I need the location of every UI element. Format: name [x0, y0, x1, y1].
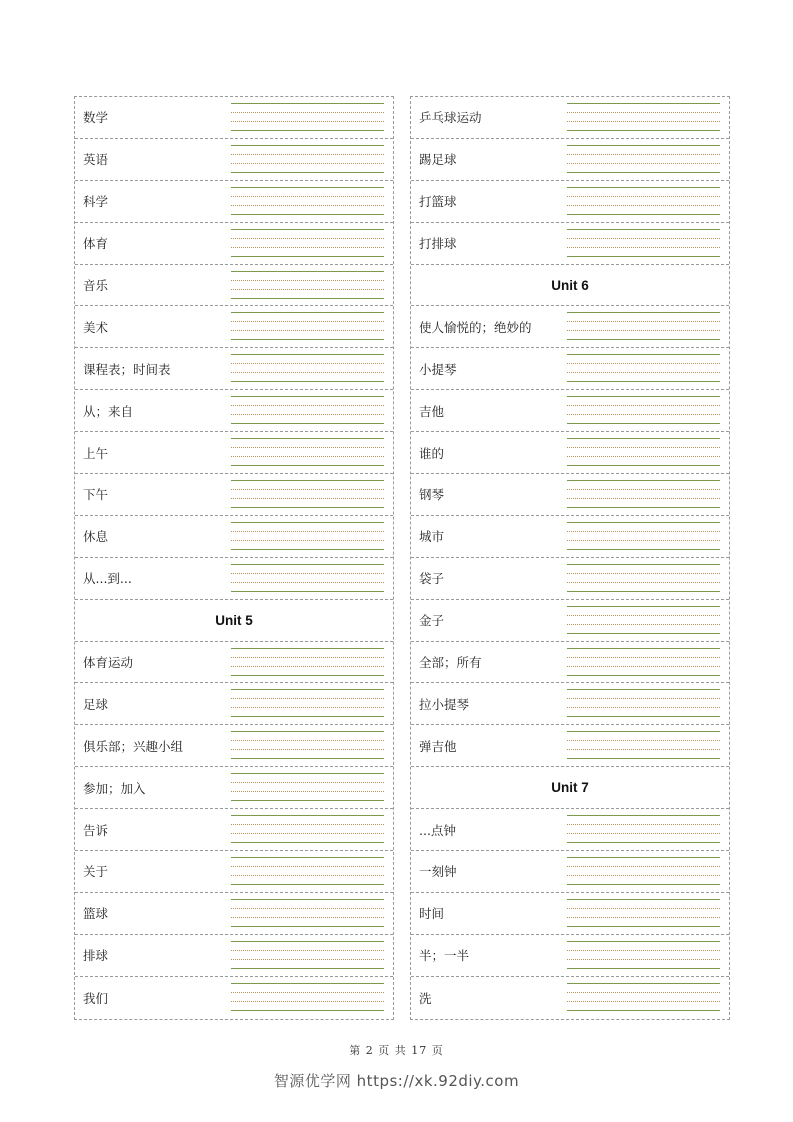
writing-lines[interactable]	[567, 187, 720, 216]
writing-lines[interactable]	[567, 438, 720, 467]
chinese-word: 乒乓球运动	[419, 110, 482, 126]
writing-lines[interactable]	[567, 354, 720, 383]
writing-lines[interactable]	[231, 564, 384, 593]
writing-lines[interactable]	[231, 941, 384, 970]
guide-line-dotted	[231, 498, 384, 499]
guide-line-dotted	[231, 363, 384, 364]
guide-line-dotted	[567, 163, 720, 164]
guide-line-solid	[231, 465, 384, 466]
guide-line-dotted	[567, 749, 720, 750]
guide-line-solid	[567, 758, 720, 759]
writing-lines[interactable]	[231, 145, 384, 174]
guide-line-solid	[567, 480, 720, 481]
guide-line-solid	[231, 899, 384, 900]
guide-line-dotted	[231, 121, 384, 122]
writing-lines[interactable]	[567, 396, 720, 425]
guide-line-dotted	[231, 707, 384, 708]
unit-title: Unit 6	[551, 277, 589, 293]
guide-line-solid	[231, 298, 384, 299]
guide-line-dotted	[231, 163, 384, 164]
guide-line-dotted	[231, 959, 384, 960]
chinese-word: 体育运动	[83, 655, 134, 671]
guide-line-solid	[231, 1010, 384, 1011]
chinese-word: 拉小提琴	[419, 696, 470, 712]
guide-line-dotted	[231, 833, 384, 834]
guide-line-dotted	[567, 875, 720, 876]
writing-lines[interactable]	[231, 187, 384, 216]
guide-line-solid	[567, 731, 720, 732]
chinese-word: 体育	[83, 236, 109, 252]
guide-line-dotted	[231, 950, 384, 951]
writing-lines[interactable]	[231, 354, 384, 383]
vocabulary-row	[411, 977, 729, 1019]
vocabulary-row	[411, 600, 729, 642]
guide-line-dotted	[567, 959, 720, 960]
guide-line-solid	[231, 187, 384, 188]
guide-line-solid	[231, 941, 384, 942]
guide-line-dotted	[231, 740, 384, 741]
vocabulary-row	[75, 935, 393, 977]
guide-line-dotted	[231, 205, 384, 206]
guide-line-solid	[231, 968, 384, 969]
guide-line-dotted	[231, 782, 384, 783]
guide-line-solid	[567, 339, 720, 340]
guide-line-solid	[231, 926, 384, 927]
guide-line-dotted	[231, 372, 384, 373]
guide-line-solid	[567, 606, 720, 607]
guide-line-dotted	[231, 280, 384, 281]
guide-line-solid	[231, 591, 384, 592]
vocabulary-row	[411, 642, 729, 684]
guide-line-dotted	[231, 666, 384, 667]
guide-line-solid	[231, 689, 384, 690]
guide-line-dotted	[231, 749, 384, 750]
guide-line-solid	[231, 396, 384, 397]
guide-line-solid	[231, 522, 384, 523]
chinese-word: 课程表；时间表	[83, 361, 171, 377]
chinese-word: 我们	[83, 990, 109, 1006]
writing-lines[interactable]	[567, 941, 720, 970]
right-vocabulary-column	[410, 96, 730, 1020]
guide-line-dotted	[567, 372, 720, 373]
chinese-word: 吉他	[419, 403, 445, 419]
chinese-word: 从；来自	[83, 403, 134, 419]
guide-line-dotted	[231, 531, 384, 532]
guide-line-solid	[231, 381, 384, 382]
guide-line-dotted	[567, 321, 720, 322]
guide-line-dotted	[567, 414, 720, 415]
guide-line-solid	[231, 172, 384, 173]
chinese-word: 美术	[83, 319, 109, 335]
guide-line-dotted	[567, 247, 720, 248]
guide-line-dotted	[567, 238, 720, 239]
guide-line-solid	[567, 465, 720, 466]
writing-lines[interactable]	[567, 815, 720, 844]
guide-line-dotted	[567, 917, 720, 918]
guide-line-solid	[231, 884, 384, 885]
writing-lines[interactable]	[567, 983, 720, 1012]
guide-line-dotted	[567, 121, 720, 122]
guide-line-solid	[567, 968, 720, 969]
chinese-word: 踢足球	[419, 152, 457, 168]
guide-line-dotted	[567, 154, 720, 155]
guide-line-solid	[231, 800, 384, 801]
guide-line-dotted	[231, 321, 384, 322]
chinese-word: 科学	[83, 194, 109, 210]
guide-line-dotted	[231, 540, 384, 541]
writing-lines[interactable]	[567, 899, 720, 928]
vocabulary-row	[411, 851, 729, 893]
chinese-word: 数学	[83, 110, 109, 126]
guide-line-solid	[567, 983, 720, 984]
guide-line-dotted	[231, 289, 384, 290]
guide-line-dotted	[231, 791, 384, 792]
chinese-word: 半；一半	[419, 948, 470, 964]
chinese-word: 关于	[83, 864, 109, 880]
guide-line-solid	[231, 480, 384, 481]
guide-line-dotted	[231, 573, 384, 574]
guide-line-solid	[231, 731, 384, 732]
chinese-word: 告诉	[83, 822, 109, 838]
vocabulary-row	[75, 474, 393, 516]
chinese-word: 英语	[83, 152, 109, 168]
guide-line-dotted	[231, 866, 384, 867]
vocabulary-row	[75, 306, 393, 348]
guide-line-dotted	[567, 363, 720, 364]
guide-line-dotted	[567, 866, 720, 867]
chinese-word: 袋子	[419, 571, 445, 587]
writing-lines[interactable]	[567, 103, 720, 132]
guide-line-dotted	[231, 908, 384, 909]
guide-line-solid	[567, 256, 720, 257]
vocabulary-row	[75, 223, 393, 265]
guide-line-solid	[231, 256, 384, 257]
guide-line-solid	[231, 549, 384, 550]
guide-line-solid	[231, 423, 384, 424]
chinese-word: 打排球	[419, 236, 457, 252]
vocabulary-row	[411, 181, 729, 223]
guide-line-solid	[231, 339, 384, 340]
guide-line-dotted	[231, 698, 384, 699]
guide-line-solid	[231, 103, 384, 104]
guide-line-solid	[231, 983, 384, 984]
guide-line-dotted	[567, 908, 720, 909]
vocabulary-row	[411, 935, 729, 977]
guide-line-dotted	[231, 917, 384, 918]
vocabulary-row	[75, 97, 393, 139]
guide-line-solid	[231, 438, 384, 439]
guide-line-solid	[567, 396, 720, 397]
vocabulary-row	[75, 558, 393, 600]
guide-line-dotted	[567, 196, 720, 197]
writing-lines[interactable]	[231, 899, 384, 928]
guide-line-solid	[567, 522, 720, 523]
guide-line-solid	[567, 354, 720, 355]
vocabulary-row	[411, 516, 729, 558]
chinese-word: 音乐	[83, 278, 109, 293]
writing-lines[interactable]	[567, 648, 720, 677]
unit-title: Unit 5	[215, 612, 253, 628]
guide-line-solid	[231, 354, 384, 355]
vocabulary-row	[411, 683, 729, 725]
guide-line-dotted	[231, 992, 384, 993]
guide-line-solid	[231, 716, 384, 717]
guide-line-dotted	[231, 414, 384, 415]
guide-line-dotted	[567, 615, 720, 616]
guide-line-solid	[567, 564, 720, 565]
guide-line-dotted	[231, 1001, 384, 1002]
guide-line-dotted	[231, 824, 384, 825]
guide-line-solid	[567, 103, 720, 104]
guide-line-solid	[567, 214, 720, 215]
guide-line-dotted	[567, 531, 720, 532]
guide-line-dotted	[567, 330, 720, 331]
guide-line-dotted	[231, 112, 384, 113]
vocabulary-row	[75, 390, 393, 432]
guide-line-solid	[567, 312, 720, 313]
guide-line-dotted	[567, 582, 720, 583]
writing-lines[interactable]	[231, 312, 384, 341]
writing-lines[interactable]	[231, 103, 384, 132]
vocabulary-row	[411, 306, 729, 348]
chinese-word: ...点钟	[419, 822, 456, 838]
guide-line-dotted	[567, 456, 720, 457]
guide-line-solid	[567, 1010, 720, 1011]
vocabulary-row	[75, 265, 393, 307]
page-number: 第 2 页 共 17 页	[349, 1044, 444, 1057]
vocabulary-row	[75, 181, 393, 223]
guide-line-solid	[567, 926, 720, 927]
vocabulary-row	[411, 348, 729, 390]
chinese-word: 时间	[419, 906, 445, 922]
writing-lines[interactable]	[231, 271, 384, 300]
chinese-word: 弹吉他	[419, 738, 457, 754]
writing-lines[interactable]	[231, 648, 384, 677]
guide-line-dotted	[231, 447, 384, 448]
guide-line-dotted	[567, 666, 720, 667]
writing-lines[interactable]	[231, 689, 384, 718]
chinese-word: 排球	[83, 948, 109, 964]
guide-line-dotted	[567, 1001, 720, 1002]
guide-line-solid	[231, 564, 384, 565]
guide-line-dotted	[567, 833, 720, 834]
guide-line-solid	[231, 507, 384, 508]
chinese-word: 谁的	[419, 445, 445, 461]
guide-line-solid	[231, 648, 384, 649]
vocabulary-row	[75, 893, 393, 935]
guide-line-solid	[567, 884, 720, 885]
chinese-word: 小提琴	[419, 361, 457, 377]
guide-line-solid	[567, 675, 720, 676]
guide-line-dotted	[567, 405, 720, 406]
vocabulary-row	[75, 642, 393, 684]
guide-line-dotted	[231, 154, 384, 155]
guide-line-solid	[567, 187, 720, 188]
guide-line-solid	[567, 507, 720, 508]
vocabulary-row	[411, 97, 729, 139]
vocabulary-row	[75, 432, 393, 474]
unit-header	[75, 600, 393, 642]
writing-lines[interactable]	[567, 522, 720, 551]
vocabulary-row	[75, 683, 393, 725]
vocabulary-row	[75, 348, 393, 390]
guide-line-dotted	[231, 657, 384, 658]
writing-lines[interactable]	[231, 396, 384, 425]
vocabulary-row	[75, 139, 393, 181]
writing-lines[interactable]	[567, 480, 720, 509]
vocabulary-row	[411, 725, 729, 767]
guide-line-dotted	[231, 330, 384, 331]
writing-lines[interactable]	[231, 480, 384, 509]
chinese-word: 打篮球	[419, 194, 457, 210]
guide-line-solid	[231, 842, 384, 843]
writing-lines[interactable]	[567, 145, 720, 174]
guide-line-solid	[231, 758, 384, 759]
vocabulary-row	[411, 139, 729, 181]
guide-line-solid	[567, 842, 720, 843]
chinese-word: 金子	[419, 613, 445, 629]
guide-line-dotted	[567, 740, 720, 741]
guide-line-solid	[567, 648, 720, 649]
writing-lines[interactable]	[231, 522, 384, 551]
guide-line-solid	[231, 130, 384, 131]
writing-lines[interactable]	[567, 731, 720, 760]
chinese-word: 下午	[83, 487, 109, 503]
writing-lines[interactable]	[567, 312, 720, 341]
writing-lines[interactable]	[231, 773, 384, 802]
chinese-word: 全部；所有	[419, 655, 482, 671]
guide-line-solid	[567, 130, 720, 131]
vocabulary-row	[75, 725, 393, 767]
vocabulary-row	[75, 809, 393, 851]
guide-line-dotted	[231, 875, 384, 876]
guide-line-solid	[231, 229, 384, 230]
guide-line-solid	[567, 899, 720, 900]
chinese-word: 一刻钟	[419, 864, 457, 880]
writing-lines[interactable]	[231, 815, 384, 844]
vocabulary-row	[411, 809, 729, 851]
unit-header	[411, 265, 729, 307]
guide-line-solid	[231, 773, 384, 774]
guide-line-dotted	[567, 707, 720, 708]
writing-lines[interactable]	[567, 857, 720, 886]
writing-lines[interactable]	[567, 606, 720, 635]
guide-line-dotted	[567, 205, 720, 206]
unit-title: Unit 7	[551, 780, 589, 796]
guide-line-dotted	[567, 657, 720, 658]
left-vocabulary-column	[74, 96, 394, 1020]
chinese-word: 足球	[83, 696, 109, 712]
guide-line-solid	[567, 716, 720, 717]
writing-lines[interactable]	[567, 229, 720, 258]
vocabulary-row	[75, 851, 393, 893]
guide-line-solid	[231, 815, 384, 816]
guide-line-dotted	[567, 950, 720, 951]
guide-line-dotted	[231, 247, 384, 248]
guide-line-dotted	[231, 238, 384, 239]
guide-line-dotted	[231, 405, 384, 406]
guide-line-solid	[567, 438, 720, 439]
guide-line-dotted	[231, 582, 384, 583]
guide-line-dotted	[567, 824, 720, 825]
vocabulary-row	[411, 558, 729, 600]
vocabulary-row	[411, 474, 729, 516]
chinese-word: 钢琴	[419, 487, 445, 503]
chinese-word: 洗	[419, 990, 432, 1006]
chinese-word: 休息	[83, 529, 109, 545]
chinese-word: 城市	[419, 529, 445, 545]
guide-line-solid	[231, 312, 384, 313]
writing-lines[interactable]	[231, 229, 384, 258]
guide-line-dotted	[567, 540, 720, 541]
chinese-word: 使人愉悦的；绝妙的	[419, 319, 532, 335]
chinese-word: 篮球	[83, 906, 109, 922]
writing-lines[interactable]	[231, 857, 384, 886]
guide-line-solid	[567, 941, 720, 942]
guide-line-solid	[231, 857, 384, 858]
guide-line-dotted	[567, 112, 720, 113]
guide-line-dotted	[567, 698, 720, 699]
vocabulary-row	[411, 390, 729, 432]
guide-line-solid	[567, 857, 720, 858]
guide-line-dotted	[567, 498, 720, 499]
guide-line-solid	[231, 214, 384, 215]
guide-line-dotted	[567, 624, 720, 625]
guide-line-solid	[567, 172, 720, 173]
guide-line-solid	[567, 633, 720, 634]
writing-lines[interactable]	[567, 689, 720, 718]
guide-line-solid	[231, 271, 384, 272]
vocabulary-row	[411, 893, 729, 935]
writing-lines[interactable]	[231, 731, 384, 760]
guide-line-dotted	[231, 456, 384, 457]
guide-line-solid	[567, 815, 720, 816]
guide-line-solid	[231, 145, 384, 146]
writing-lines[interactable]	[567, 564, 720, 593]
watermark-text: 智源优学网 https://xk.92diy.com	[273, 1072, 520, 1090]
guide-line-solid	[567, 689, 720, 690]
chinese-word: 上午	[83, 445, 109, 461]
chinese-word: 俱乐部；兴趣小组	[83, 738, 184, 754]
vocabulary-row	[75, 767, 393, 809]
chinese-word: 参加；加入	[83, 780, 146, 796]
guide-line-dotted	[567, 573, 720, 574]
guide-line-solid	[567, 381, 720, 382]
vocabulary-row	[411, 223, 729, 265]
writing-lines[interactable]	[231, 983, 384, 1012]
unit-header	[411, 767, 729, 809]
vocabulary-row	[75, 516, 393, 558]
guide-line-solid	[231, 675, 384, 676]
vocabulary-row	[75, 977, 393, 1019]
guide-line-dotted	[567, 489, 720, 490]
guide-line-solid	[567, 229, 720, 230]
guide-line-dotted	[567, 447, 720, 448]
guide-line-solid	[567, 145, 720, 146]
guide-line-solid	[567, 591, 720, 592]
writing-lines[interactable]	[231, 438, 384, 467]
chinese-word: 从...到...	[83, 571, 132, 587]
guide-line-dotted	[567, 992, 720, 993]
guide-line-solid	[567, 549, 720, 550]
guide-line-dotted	[231, 489, 384, 490]
guide-line-solid	[567, 423, 720, 424]
vocabulary-row	[411, 432, 729, 474]
guide-line-dotted	[231, 196, 384, 197]
